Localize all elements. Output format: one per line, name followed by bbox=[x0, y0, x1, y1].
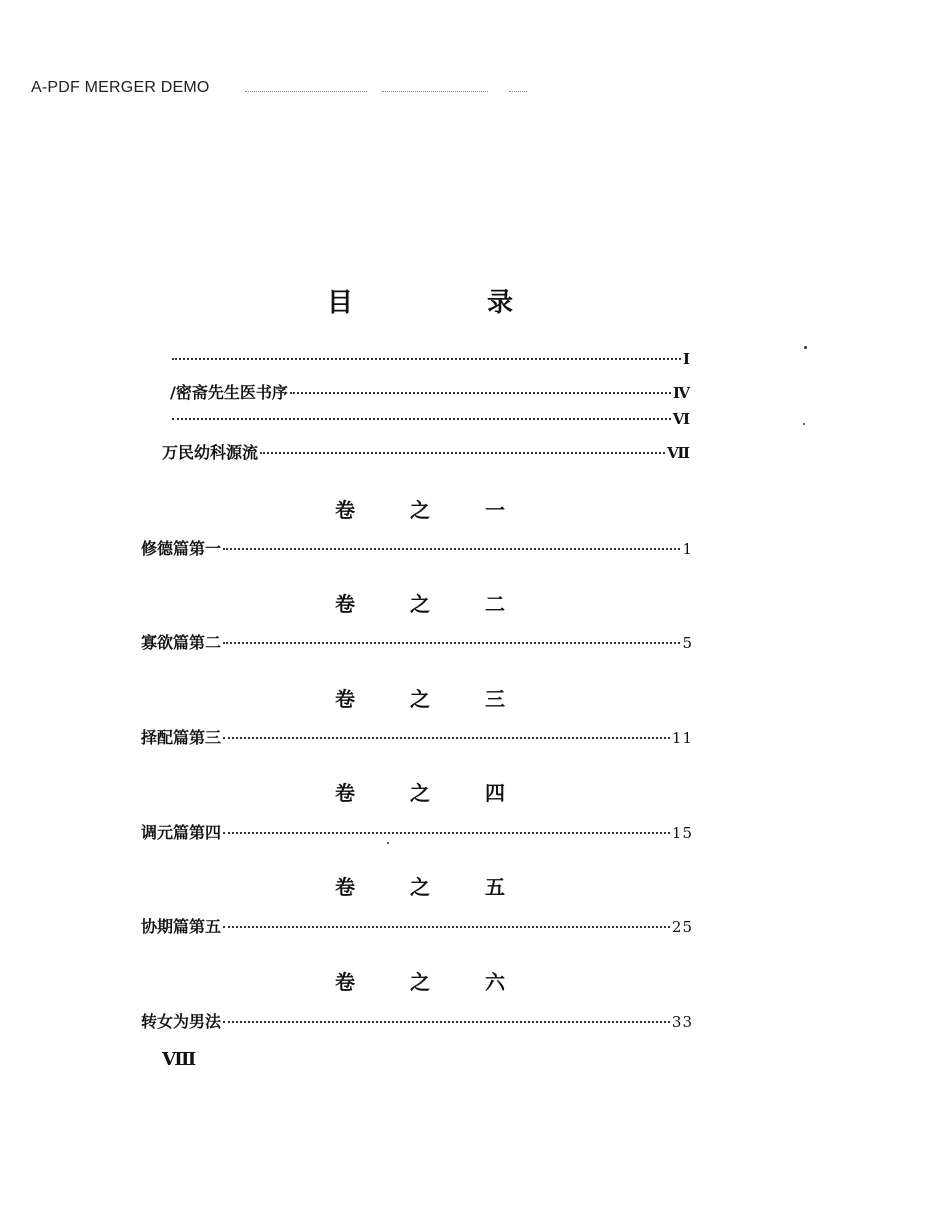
watermark-text: A-PDF MERGER DEMO bbox=[31, 79, 210, 96]
toc-front-entry[interactable] bbox=[162, 440, 690, 463]
toc-entry[interactable] bbox=[141, 536, 693, 559]
toc-page-number: Ⅳ bbox=[672, 384, 690, 402]
toc-entry[interactable] bbox=[141, 630, 693, 653]
toc-page-number: 15 bbox=[671, 824, 693, 842]
toc-entry[interactable] bbox=[141, 1009, 693, 1032]
toc-entry-label: 转女为男法 bbox=[141, 1012, 222, 1031]
dot-leader bbox=[223, 1021, 670, 1023]
toc-front-entry[interactable] bbox=[170, 380, 690, 403]
toc-page-number: 25 bbox=[671, 918, 693, 936]
volume-heading: 卷 之 三 bbox=[335, 687, 529, 711]
volume-heading: 卷 之 二 bbox=[335, 592, 529, 616]
dot-leader bbox=[223, 832, 670, 834]
toc-page-number: 11 bbox=[671, 729, 693, 747]
volume-heading: 卷 之 六 bbox=[335, 970, 529, 994]
dot-leader bbox=[223, 642, 680, 644]
volume-heading: 卷 之 四 bbox=[335, 781, 529, 805]
dot-leader bbox=[290, 392, 671, 394]
watermark-rule bbox=[509, 91, 527, 92]
page-title: 目 录 bbox=[326, 288, 567, 318]
toc-entry-label: 万民幼科源流 bbox=[162, 443, 259, 462]
toc-page-number: 5 bbox=[682, 634, 693, 652]
scan-speck bbox=[387, 842, 389, 844]
watermark-rule bbox=[382, 91, 488, 92]
toc-entry-label: 修德篇第一 bbox=[141, 539, 222, 558]
toc-front-entry[interactable] bbox=[170, 350, 690, 368]
toc-page-number: 1 bbox=[682, 540, 693, 558]
dot-leader bbox=[223, 737, 670, 739]
toc-entry-label: 择配篇第三 bbox=[141, 728, 222, 747]
dot-leader bbox=[172, 418, 671, 420]
toc-entry-label: 协期篇第五 bbox=[141, 917, 222, 936]
toc-entry[interactable] bbox=[141, 914, 693, 937]
toc-front-entry[interactable] bbox=[170, 410, 690, 428]
toc-entry[interactable] bbox=[141, 820, 693, 843]
watermark-rule bbox=[245, 91, 367, 92]
dot-leader bbox=[223, 548, 680, 550]
dot-leader bbox=[223, 926, 670, 928]
volume-heading: 卷 之 一 bbox=[335, 498, 529, 522]
dot-leader bbox=[260, 452, 665, 454]
toc-page-number: 33 bbox=[671, 1013, 693, 1031]
dot-leader bbox=[172, 358, 681, 360]
volume-heading: 卷 之 五 bbox=[335, 875, 529, 899]
toc-entry[interactable] bbox=[141, 725, 693, 748]
toc-entry-label: 寡欲篇第二 bbox=[141, 633, 222, 652]
toc-page-number: Ⅶ bbox=[667, 444, 690, 462]
toc-entry-label: 调元篇第四 bbox=[141, 823, 222, 842]
scan-speck bbox=[803, 423, 805, 425]
toc-page-number: Ⅵ bbox=[672, 410, 690, 428]
toc-entry-label: /密斋先生医书序 bbox=[170, 383, 288, 402]
scan-speck bbox=[804, 346, 807, 349]
toc-page-number: Ⅰ bbox=[682, 350, 690, 368]
page-folio: Ⅷ bbox=[162, 1049, 197, 1070]
